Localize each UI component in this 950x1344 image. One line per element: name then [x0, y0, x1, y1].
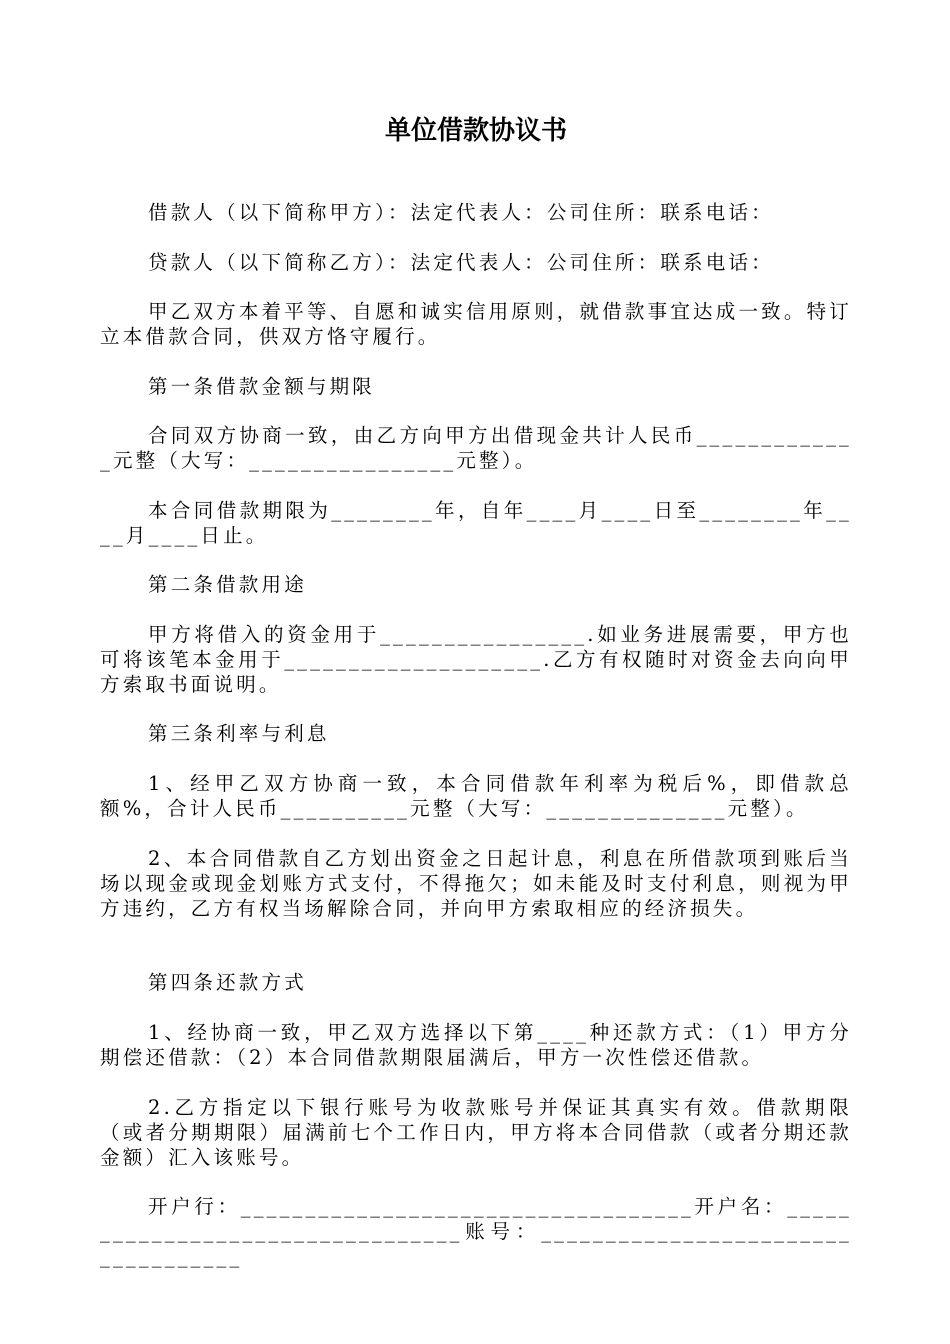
- heading-article-2: 第二条借款用途: [148, 573, 307, 596]
- clause-borrower: 借款人（以下简称甲方）：法定代表人：公司住所：联系电话：: [148, 201, 774, 224]
- document-title: 单位借款协议书: [384, 116, 567, 146]
- clause-loan-term: 本合同借款期限为________年，自年____月____日至________年____月____日止。: [100, 499, 852, 547]
- clause-preamble: 甲乙双方本着平等、自愿和诚实信用原则，就借款事宜达成一致。特订立本借款合同，供双方恪守履行。: [100, 300, 852, 348]
- clause-bank-account: 2.乙方指定以下银行账号为收款账号并保证其真实有效。借款期限（或者分期期限）届满前七个工作日内，甲方将本合同借款（或者分期还款金额）汇入该账号。: [100, 1096, 852, 1169]
- clause-interest-payment: 2、本合同借款自乙方划出资金之日起计息，利息在所借款项到账后当场以现金或现金划账方式支付，不得拖欠；如未能及时支付利息，则视为甲方违约，乙方有权当场解除合同，并向甲方索取相应的经济损失。: [100, 847, 852, 920]
- clause-interest-rate: 1、经甲乙双方协商一致，本合同借款年利率为税后%，即借款总额%，合计人民币__________元整（大写：______________元整）。: [100, 772, 852, 820]
- clause-repayment-method: 1、经协商一致，甲乙双方选择以下第____种还款方式：（1）甲方分期偿还借款：（2）本合同借款期限届满后，甲方一次性偿还借款。: [100, 1021, 852, 1069]
- clause-bank-details: 开户行：___________________________________开户名：_________________________________账号：___________________________________: [100, 1195, 852, 1268]
- heading-article-4: 第四条还款方式: [148, 971, 307, 994]
- heading-article-3: 第三条利率与利息: [148, 722, 330, 745]
- clause-loan-purpose: 甲方将借入的资金用于________________.如业务进展需要，甲方也可将该笔本金用于____________________.乙方有权随时对资金去向向甲方索取书面说明。: [100, 623, 852, 696]
- heading-article-1: 第一条借款金额与期限: [148, 375, 376, 398]
- clause-loan-amount: 合同双方协商一致，由乙方向甲方出借现金共计人民币_____________元整（大写：________________元整）。: [100, 424, 852, 472]
- clause-lender: 贷款人（以下简称乙方）：法定代表人：公司住所：联系电话：: [148, 251, 774, 274]
